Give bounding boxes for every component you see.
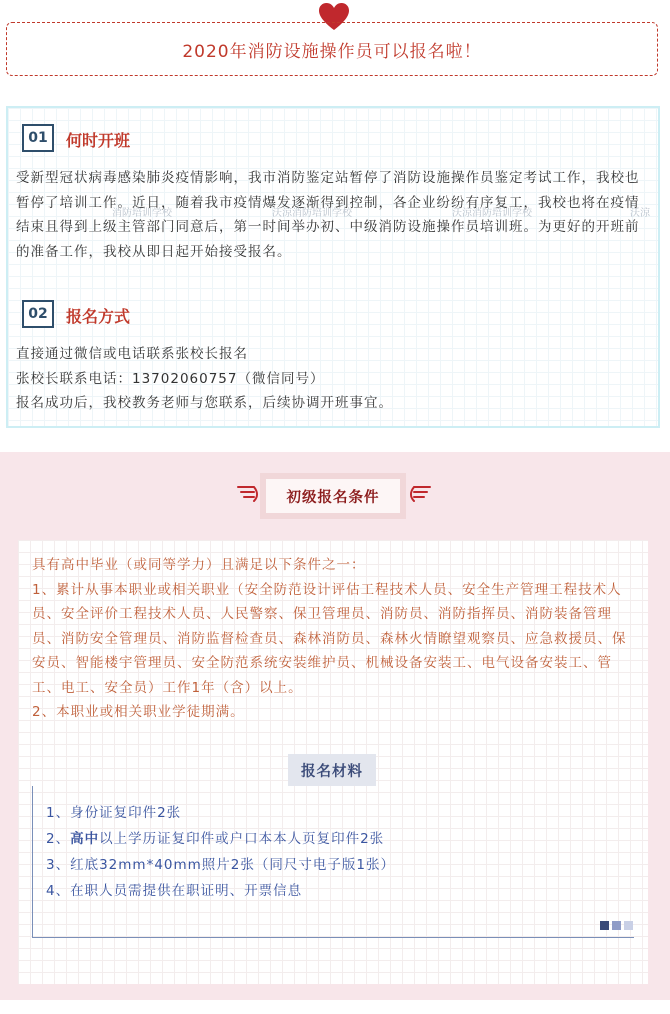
section-number-01: 01: [22, 124, 54, 152]
conditions-title: 初级报名条件: [260, 473, 406, 519]
watermark: 沃涼: [630, 208, 650, 219]
conditions-item-1: 1、累计从事本职业或相关职业（安全防范设计评估工程技术人员、安全生产管理工程技术人员、安全评价工程技术人员、人民警察、保卫管理员、消防员、消防指挥员、消防装备管理员、消防安全管理员、消防监督检查员、森林消防员、森林火情瞭望观察员、应急救援员、保安员、智能楼宇管理员、安全防范系统安装维护员、机械设备安装工、电气设备安装工、管工、电工、安全员）工作1年（含）以上。: [32, 581, 627, 696]
decor-square: [600, 921, 609, 930]
materials-item-2-prefix: 2、: [46, 831, 71, 847]
contact-line: 直接通过微信或电话联系张校长报名: [16, 346, 248, 362]
materials-title: 报名材料: [288, 754, 376, 786]
contact-lines: [16, 342, 393, 416]
contact-line: 张校长联系电话：13702060757（微信同号）: [16, 370, 325, 387]
section-title-when: 何时开班: [66, 131, 131, 150]
watermark: 沃涼消防培训学校: [272, 208, 352, 219]
watermark: 消防培训学校: [112, 208, 172, 219]
materials-item-2-bold: 高中: [70, 831, 100, 847]
decor-square: [612, 921, 621, 930]
materials-list: [46, 800, 395, 904]
watermark: 沃涼消防培训学校: [452, 208, 532, 219]
materials-item-2: [46, 826, 395, 852]
conditions-intro: 具有高中毕业（或同等学力）且满足以下条件之一：: [32, 557, 366, 573]
materials-item-1: 1、身份证复印件2张: [46, 805, 182, 821]
conditions-text: [32, 553, 638, 725]
materials-item-3: 3、红底32mm*40mm照片2张（同尺寸电子版1张）: [46, 857, 395, 873]
section-number-02: 02: [22, 300, 54, 328]
materials-item-4: 4、在职人员需提供在职证明、开票信息: [46, 883, 303, 899]
left-wing-icon: [236, 484, 258, 504]
section-body-when: 受新型冠状病毒感染肺炎疫情影响，我市消防鉴定站暂停了消防设施操作员鉴定考试工作，我校也暂停了培训工作。近日，随着我市疫情爆发逐渐得到控制，各企业纷纷有序复工，我校也将在疫情结束且得到上级主管部门同意后，第一时间举办初、中级消防设施操作员培训班。为更好的开班前的准备工作，我校从即日起开始接受报名。: [16, 170, 640, 260]
contact-line: 报名成功后，我校教务老师与您联系，后续协调开班事宜。: [16, 395, 393, 411]
decor-square: [624, 921, 633, 930]
conditions-item-2: 2、本职业或相关职业学徒期满。: [32, 704, 245, 720]
right-wing-icon: [410, 484, 432, 504]
banner-title: 2020年消防设施操作员可以报名啦！: [182, 41, 482, 62]
announcement-banner: [6, 22, 658, 76]
section-title-how: 报名方式: [66, 307, 131, 326]
materials-item-2-rest: 以上学历证复印件或户口本本人页复印件2张: [99, 831, 385, 847]
